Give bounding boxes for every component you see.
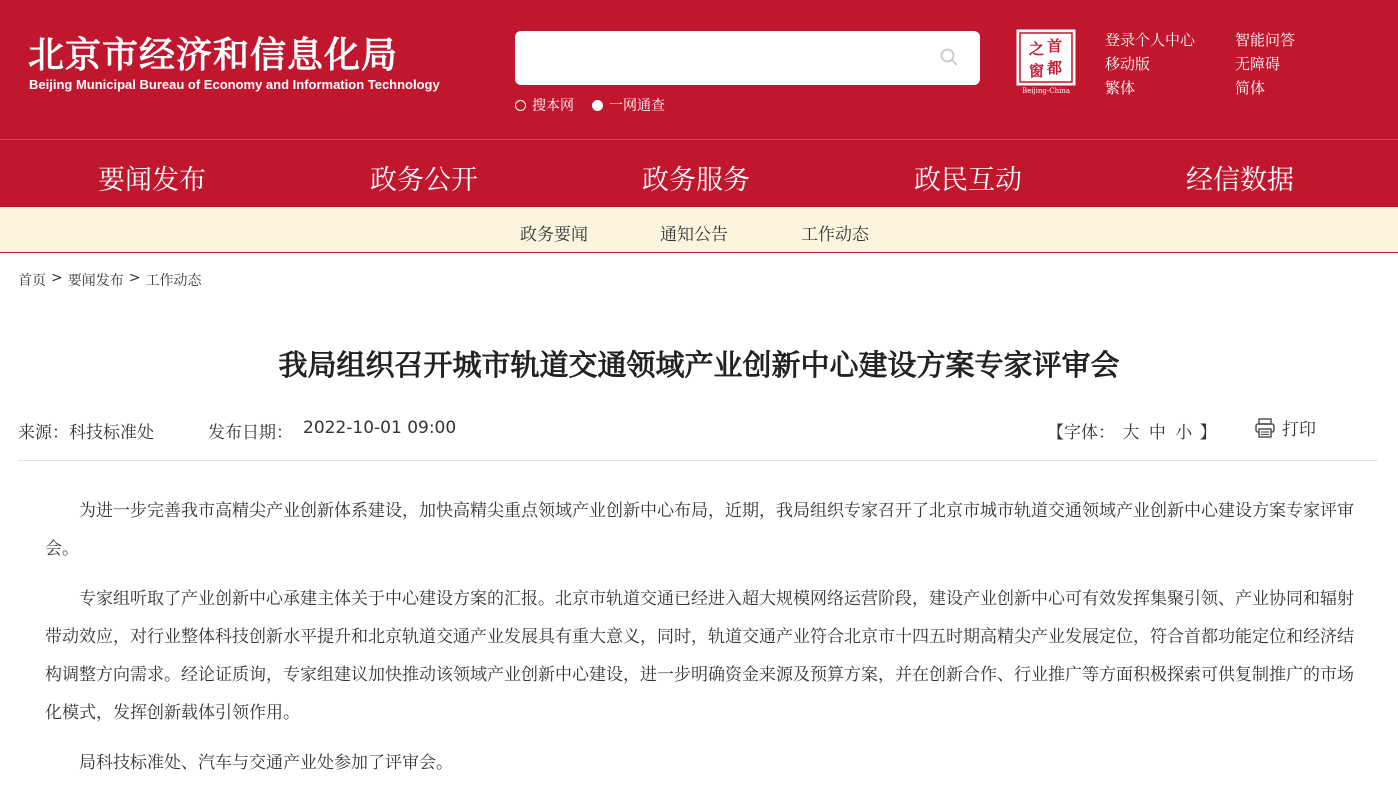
nav-government-affairs[interactable]: 政务公开: [370, 165, 478, 196]
traditional-chinese-link[interactable]: 繁体: [1105, 79, 1136, 97]
breadcrumb-separator: >: [51, 270, 63, 286]
font-size-medium-button[interactable]: 中: [1148, 423, 1166, 443]
search-input[interactable]: [515, 31, 980, 85]
svg-text:Beijing-China: Beijing-China: [1021, 87, 1071, 95]
printer-icon: [1254, 417, 1276, 439]
subnav-notices[interactable]: 通知公告: [660, 225, 728, 245]
font-size-large-button[interactable]: 大: [1122, 423, 1140, 443]
font-size-small-button[interactable]: 小: [1175, 423, 1193, 443]
article-paragraph: 为进一步完善我市高精尖产业创新体系建设，加快高精尖重点领域产业创新中心布局，近期，我局组织专家召开了北京市城市轨道交通领域产业创新中心建设方案专家评审会。: [45, 501, 1354, 559]
svg-text:之: 之: [1029, 40, 1045, 58]
site-header: [0, 0, 1398, 139]
font-size-control: [1047, 418, 1217, 443]
top-links-left: [1105, 28, 1195, 100]
radio-unchecked-icon: [515, 100, 526, 111]
nav-government-services[interactable]: 政务服务: [642, 165, 750, 196]
svg-text:都: 都: [1047, 59, 1063, 77]
breadcrumb: [18, 270, 201, 290]
nav-news-release[interactable]: 要闻发布: [98, 158, 206, 197]
top-links-right: [1235, 28, 1295, 100]
svg-text:首: 首: [1047, 37, 1063, 55]
radio-label: 一网通查: [609, 98, 665, 114]
sub-nav: [0, 207, 1398, 253]
print-button[interactable]: [1254, 415, 1316, 440]
publish-date-label: 发布日期：: [208, 423, 293, 443]
breadcrumb-news-release[interactable]: 要闻发布: [67, 273, 124, 289]
breadcrumb-work-updates[interactable]: 工作动态: [145, 273, 202, 289]
radio-label: 搜本网: [532, 98, 574, 114]
meta-divider: [18, 460, 1378, 461]
nav-economic-data[interactable]: 经信数据: [1186, 165, 1294, 196]
font-size-bracket: 】: [1199, 423, 1217, 443]
article-body: [45, 492, 1355, 794]
article-paragraph: 局科技标准处、汽车与交通产业处参加了评审会。: [79, 753, 453, 773]
article-source: 来源：科技标准处: [18, 423, 154, 443]
mobile-version-link[interactable]: 移动版: [1105, 55, 1151, 73]
site-logo-subtitle[interactable]: Beijing Municipal Bureau of Economy and Information Technology: [29, 77, 440, 92]
radio-checked-icon: [592, 100, 603, 111]
search-icon[interactable]: [940, 48, 958, 66]
capital-window-seal-icon[interactable]: [1016, 29, 1076, 95]
publish-date: 2022-10-01 09:00: [303, 418, 457, 438]
radio-search-all[interactable]: [592, 95, 665, 115]
article-paragraph: 专家组听取了产业创新中心承建主体关于中心建设方案的汇报。北京市轨道交通已经进入超大规模网络运营阶段，建设产业创新中心可有效发挥集聚引领、产业协同和辐射带动效应，对行业整体科技创新水平提升和北京轨道交通产业发展具有重大意义，同时，轨道交通产业符合北京市十四五时期高精尖产业发展定位，符合首都功能定位和经济结构调整方向需求。经论证质询，专家组建议加快推动该领域产业创新中心建设，进一步明确资金来源及预算方案，并在创新合作、行业推广等方面积极探索可供复制推广的市场化模式，发挥创新载体引领作用。: [45, 589, 1354, 723]
subnav-work-updates[interactable]: 工作动态: [801, 225, 869, 245]
smart-qa-link[interactable]: 智能问答: [1235, 31, 1296, 49]
search-scope: [515, 95, 665, 115]
main-nav: [0, 139, 1398, 207]
breadcrumb-home[interactable]: 首页: [18, 273, 46, 289]
site-logo-title[interactable]: 北京市经济和信息化局: [28, 35, 399, 76]
login-link[interactable]: 登录个人中心: [1105, 31, 1196, 49]
accessibility-link[interactable]: 无障碍: [1235, 55, 1281, 73]
article-meta: [18, 418, 457, 443]
font-size-label: 【字体：: [1047, 423, 1115, 443]
nav-public-interaction[interactable]: 政民互动: [914, 165, 1022, 196]
article-title: 我局组织召开城市轨道交通领域产业创新中心建设方案专家评审会: [278, 348, 1120, 382]
simplified-chinese-link[interactable]: 简体: [1235, 79, 1266, 97]
svg-text:窗: 窗: [1029, 62, 1045, 80]
breadcrumb-separator: >: [128, 270, 141, 286]
subnav-government-news[interactable]: 政务要闻: [520, 225, 588, 245]
print-label: 打印: [1282, 420, 1316, 440]
radio-search-site[interactable]: [515, 95, 574, 115]
